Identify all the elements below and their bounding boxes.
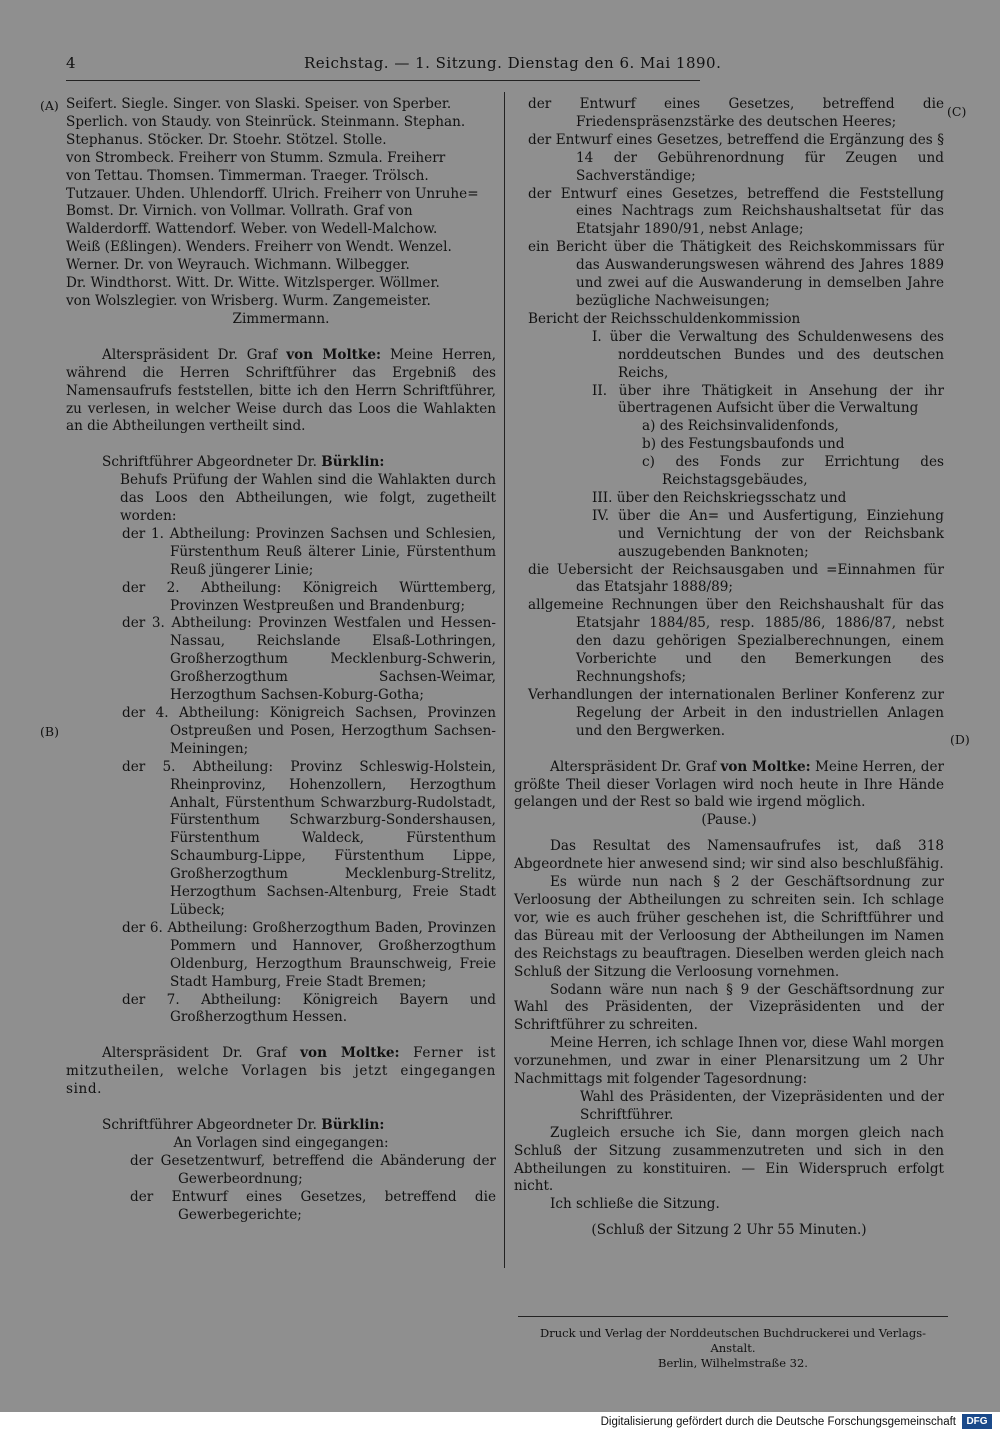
submission-item: der Entwurf eines Gesetzes, betreffend die Gewerbegerichte;	[130, 1188, 496, 1223]
session-closing: (Schluß der Sitzung 2 Uhr 55 Minuten.)	[591, 1222, 867, 1239]
imprint	[518, 1326, 948, 1371]
bericht-subitem: c) des Fonds zur Errichtung des Reichstagsgebäudes,	[642, 454, 944, 489]
speech-moltke-3	[514, 759, 944, 813]
name-line-last: Zimmermann.	[232, 310, 330, 327]
submission-item: die Uebersicht der Reichsausgaben und =Einnahmen für das Etatsjahr 1888/89;	[528, 561, 944, 596]
speech-paragraph: Das Resultat des Namensaufrufes ist, daß 318 Abgeordnete hier anwesend sind; wir sind also beschlußfähig.	[514, 838, 944, 873]
speech-text-content: Behufs Prüfung der Wahlen sind die Wahlakten durch das Loos den Abtheilungen, wie folgt, zugetheilt worden:	[120, 472, 496, 525]
name-line: Sperlich. von Staudy. von Steinrück. Steinmann. Stephan.	[66, 113, 466, 130]
submission-item: Verhandlungen der internationalen Berliner Konferenz zur Regelung der Arbeit in den industriellen Anlagen und den Bergwerken.	[528, 686, 944, 739]
submission-item: allgemeine Rechnungen über den Reichshaushalt für das Etatsjahr 1884/85, resp. 1885/86, 1886/87, nebst den dazu gehörigen Spezialberechnungen, einem Vorberichte und den Bemerkungen des Rechnungshofs;	[528, 597, 944, 685]
submission-item: der Entwurf eines Gesetzes, betreffend die Ergänzung des § 14 der Gebührenordnung für Zeugen und Sachverständige;	[528, 131, 944, 184]
name-line: Werner. Dr. von Weyrauch. Wichmann. Wilbegger.	[66, 257, 410, 274]
name-line: Seifert. Siegle. Singer. von Slaski. Speiser. von Sperber.	[66, 96, 452, 112]
division-item: der 1. Abtheilung: Provinzen Sachsen und Schlesien, Fürstenthum Reuß älterer Linie, Fürstenthum Reuß jüngerer Linie;	[122, 525, 496, 578]
bericht-title: Bericht der Reichsschuldenkommission	[528, 310, 801, 327]
left-column	[66, 96, 496, 1224]
margin-mark-c: (C)	[947, 104, 967, 119]
margin-mark-d: (D)	[950, 732, 970, 747]
running-title: Reichstag. — 1. Sitzung. Dienstag den 6. Mai 1890.	[304, 54, 722, 72]
speaker-name: Bürklin:	[321, 454, 385, 471]
imprint-line-1: Druck und Verlag der Norddeutschen Buchdruckerei und Verlags-Anstalt.	[540, 1326, 926, 1355]
pause-note: (Pause.)	[701, 812, 757, 829]
bericht-item: IV. über die An= und Ausfertigung, Einziehung und Vernichtung der von der Reichsbank auszugebenden Banknoten;	[592, 507, 944, 560]
division-item: der 2. Abtheilung: Königreich Württemberg, Provinzen Westpreußen und Brandenburg;	[122, 579, 496, 614]
name-line: von Wolszlegier. von Wrisberg. Wurm. Zangemeister.	[66, 292, 431, 309]
speaker-label: Alterspräsident Dr. Graf	[550, 758, 717, 775]
speech-paragraph: Es würde nun nach § 2 der Geschäftsordnung zur Verloosung der Abtheilungen zu schreiten sein. Ich schlage vor, wie es auch früher geschehen ist, die Schriftführer und das Büreau mit der Verloosung der Abtheilungen im Namen des Reichstags zu beauftragen. Dieselben werden gleich nach Schluß der Sitzung die Verloosung vornehmen.	[514, 874, 944, 980]
submission-item: der Entwurf eines Gesetzes, betreffend die Friedenspräsenzstärke des deutschen Heeres;	[528, 96, 944, 130]
speaker-label: Schriftführer Abgeordneter Dr.	[102, 1117, 317, 1134]
bericht-item: III. über den Reichskriegsschatz und	[592, 489, 847, 506]
division-item: der 4. Abtheilung: Königreich Sachsen, Provinzen Ostpreußen und Posen, Herzogthum Sachsen-Meiningen;	[122, 705, 496, 757]
imprint-rule	[518, 1316, 948, 1317]
page-header	[66, 52, 926, 78]
speech-paragraph: Zugleich ersuche ich Sie, dann morgen gleich nach Schluß der Sitzung zusammenzutreten und sich in den Abtheilungen zu konstituiren. — Ein Widerspruch erfolgt nicht.	[514, 1124, 944, 1195]
bericht-item: I. über die Verwaltung des Schuldenwesens des norddeutschen Bundes und des deutschen Reichs,	[592, 328, 944, 381]
page-number: 4	[66, 54, 76, 72]
speaker-name: von Moltke:	[300, 1045, 400, 1062]
speaker-name: von Moltke:	[720, 758, 811, 775]
name-line: von Strombeck. Freiherr von Stumm. Szmula. Freiherr	[66, 149, 446, 166]
speaker-name: von Moltke:	[286, 346, 382, 363]
right-column	[514, 96, 944, 1240]
margin-mark-a: (A)	[40, 98, 59, 113]
agenda-item: Wahl des Präsidenten, der Vizepräsidenten und der Schriftführer.	[580, 1088, 944, 1123]
bericht-subitem: a) des Reichsinvalidenfonds,	[642, 418, 839, 435]
speech-moltke-2	[66, 1045, 496, 1099]
speech-paragraph: Sodann wäre nun nach § 9 der Geschäftsordnung zur Wahl des Präsidenten, der Vizepräsidenten und der Schriftführer zu schreiten.	[514, 981, 944, 1034]
speech-text: Meine Herren, während die Herren Schriftführer das Ergebniß des Namensaufrufs feststellen, bitte ich den Herrn Schriftführer, zu verlesen, in welcher Weise durch das Loos die Wahlakten an die Abtheilungen vertheilt sind.	[66, 346, 496, 435]
division-item: der 6. Abtheilung: Großherzogthum Baden, Provinzen Pommern und Hannover, Großherzogthum Oldenburg, Herzogthum Braunschweig, Freie Stadt Hamburg, Freie Stadt Bremen;	[122, 919, 496, 990]
column-divider	[504, 92, 505, 1268]
speech-paragraph: Meine Herren, ich schlage Ihnen vor, diese Wahl morgen vorzunehmen, und zwar in einer Plenarsitzung um 2 Uhr Nachmittags mit folgender Tagesordnung:	[514, 1035, 944, 1088]
submission-item: ein Bericht über die Thätigkeit des Reichskommissars für das Auswanderungswesen während des Jahres 1889 und zwei auf die Auswanderung in demselben Jahre bezügliche Nachweisungen;	[528, 239, 944, 309]
submissions-intro: An Vorlagen sind eingegangen:	[173, 1134, 389, 1151]
speaker-label: Alterspräsident Dr. Graf	[102, 346, 278, 363]
division-item: der 5. Abtheilung: Provinz Schleswig-Holstein, Rheinprovinz, Hohenzollern, Herzogthum Anhalt, Fürstenthum Schwarzburg-Rudolstadt, Fürstenthum Schwarzburg-Sondershausen, Fürstenthum Waldeck, Fürstenthum Schaumburg-Lippe, Fürstenthum Lippe, Großherzogthum Mecklenburg-Strelitz, Herzogthum Sachsen-Altenburg, Freie Stadt Lübeck;	[122, 758, 496, 918]
speech-buerklin-2-heading	[66, 1117, 496, 1135]
speech-text	[66, 472, 496, 526]
dfg-credit: Digitalisierung gefördert durch die Deutsche Forschungsgemeinschaft	[600, 1416, 956, 1428]
name-list	[66, 96, 496, 329]
submission-item: der Gesetzentwurf, betreffend die Abänderung der Gewerbeordnung;	[130, 1152, 496, 1187]
speech-moltke-1	[66, 347, 496, 437]
dfg-logo-icon: DFG	[962, 1414, 992, 1429]
speech-buerklin-1-heading	[66, 454, 496, 472]
name-line: von Tettau. Thomsen. Timmerman. Traeger. Trölsch.	[66, 167, 429, 184]
speech-text: Meine Herren, der größte Theil dieser Vorlagen wird noch heute in Ihre Hände gelangen und der Rest so bald wie irgend möglich.	[514, 758, 945, 811]
division-item: der 3. Abtheilung: Provinzen Westfalen und Hessen-Nassau, Reichslande Elsaß-Lothringen, Großherzogthum Mecklenburg-Schwerin, Großherzogthum Sachsen-Weimar, Herzogthum Sachsen-Koburg-Gotha;	[122, 615, 496, 704]
imprint-line-2: Berlin, Wilhelmstraße 32.	[658, 1356, 808, 1370]
name-line: Walderdorff. Wattendorf. Weber. von Wedell-Malchow.	[66, 221, 438, 238]
submission-item: der Entwurf eines Gesetzes, betreffend die Feststellung eines Nachtrags zum Reichshaushaltsetat für das Etatsjahr 1890/91, nebst Anlage;	[528, 185, 944, 238]
speaker-label: Alterspräsident Dr. Graf	[102, 1045, 287, 1062]
name-line: Tutzauer. Uhden. Uhlendorff. Ulrich. Freiherr von Unruhe=	[66, 185, 479, 202]
bericht-subitem: b) des Festungsbaufonds und	[642, 436, 845, 453]
name-line: Bomst. Dr. Virnich. von Vollmar. Vollrath. Graf von	[66, 203, 413, 220]
speech-text: Ferner ist mitzutheilen, welche Vorlagen bis jetzt eingegangen sind.	[66, 1045, 497, 1098]
header-rule	[66, 80, 700, 81]
speech-paragraph: Ich schließe die Sitzung.	[550, 1196, 720, 1213]
name-line: Weiß (Eßlingen). Wenders. Freiherr von Wendt. Wenzel.	[66, 239, 452, 256]
name-line: Stephanus. Stöcker. Dr. Stoehr. Stötzel. Stolle.	[66, 131, 387, 148]
speaker-label: Schriftführer Abgeordneter Dr.	[102, 454, 317, 471]
division-item: der 7. Abtheilung: Königreich Bayern und Großherzogthum Hessen.	[122, 991, 496, 1026]
margin-mark-b: (B)	[40, 724, 59, 739]
speaker-name: Bürklin:	[321, 1117, 385, 1134]
bericht-item: II. über ihre Thätigkeit in Ansehung der ihr übertragenen Aufsicht über die Verwaltung	[592, 382, 944, 417]
name-line: Dr. Windthorst. Witt. Dr. Witte. Witzlsperger. Wöllmer.	[66, 275, 440, 292]
